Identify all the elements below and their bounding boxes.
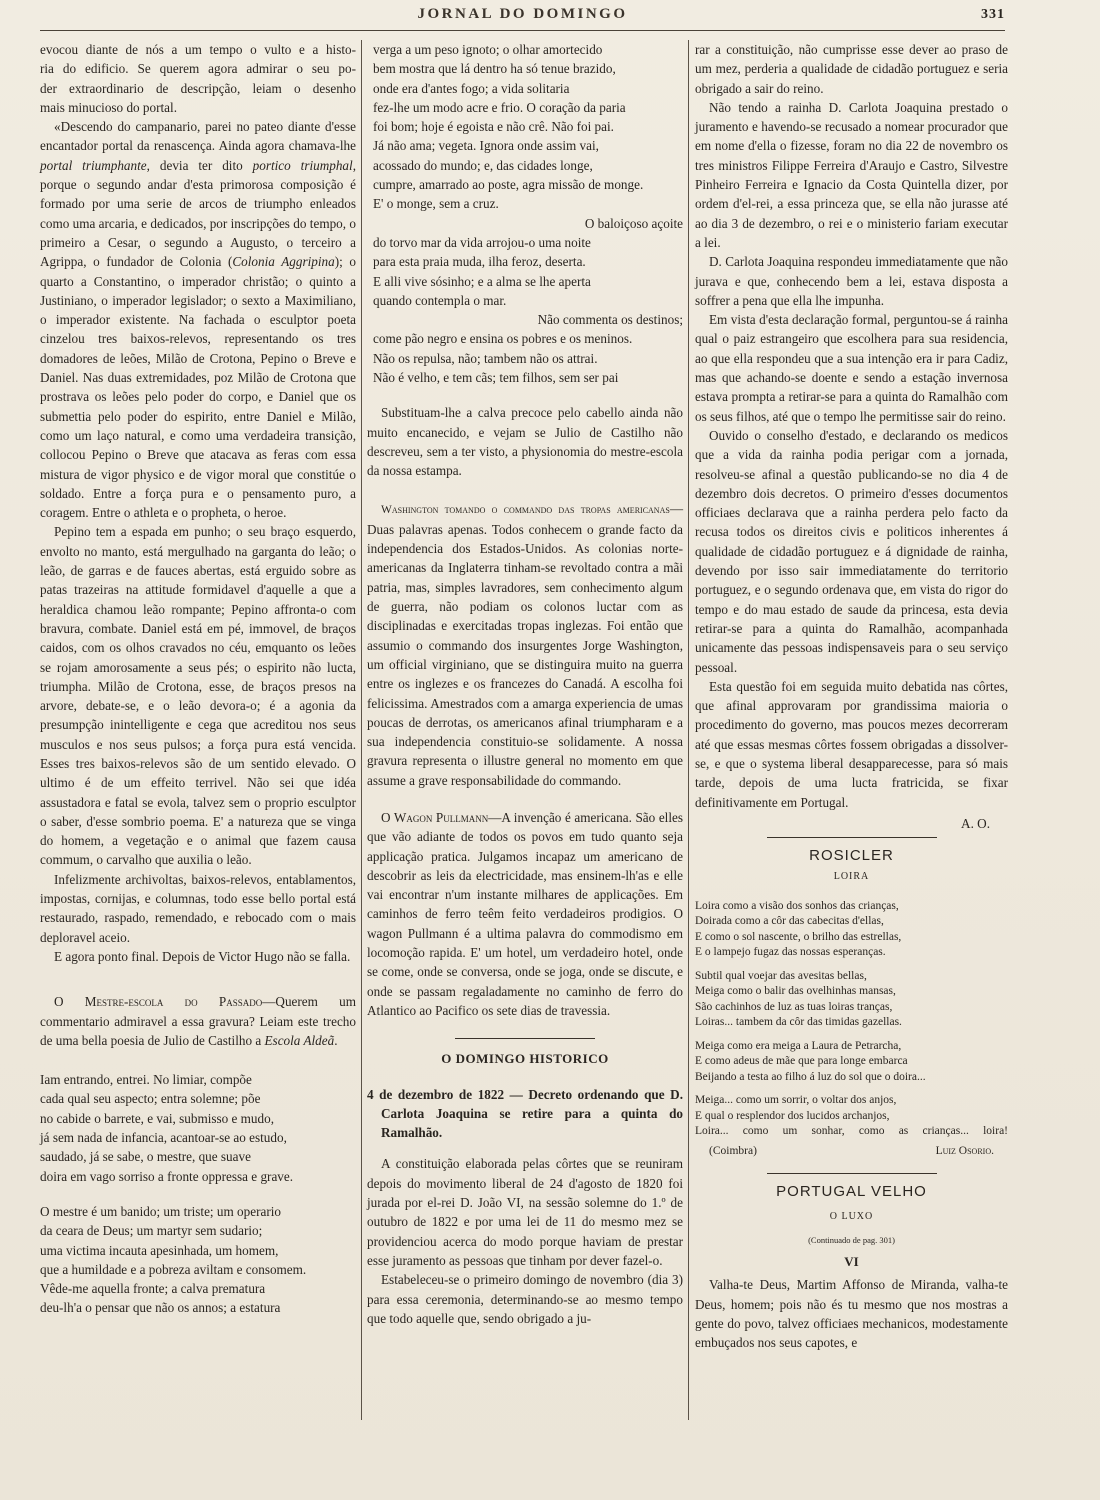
verse-block-2 bbox=[40, 1202, 356, 1318]
spacer bbox=[367, 387, 683, 403]
col3-paragraph-4: Em vista d'esta declaração formal, perguntou-se á rainha qual o paiz estrangeiro que escolhera para sua residencia, ao que ella respondeu que a sua intenção era ir para Cadiz, mas que achando-se doente e sendo a estação invernosa estava prompta a retirar-se para a quinta do Ramalhão com os seus filhos, até que o tempo lhe permitisse sair do reino. bbox=[695, 312, 1008, 424]
verse-line: bem mostra que lá dentro ha só tenue brazido, bbox=[373, 61, 616, 77]
verse-line: Não os repulsa, não; tambem não os attrai. bbox=[373, 350, 598, 366]
verse-block-1 bbox=[40, 1070, 356, 1186]
verse-line: doira em vago sorriso a fronte oppressa e grave. bbox=[40, 1168, 294, 1184]
spacer bbox=[40, 966, 356, 992]
spacer bbox=[367, 790, 683, 808]
serial-title: PORTUGAL VELHO bbox=[776, 1183, 927, 1201]
col1-paragraph-1 bbox=[40, 40, 356, 117]
text-line: mais minucioso do portal. bbox=[40, 99, 177, 115]
text-run: —Querem um commentario admiravel a essa gravura? Leiam este trecho de uma bella poesia de Julio de Castilho a bbox=[40, 994, 356, 1048]
substituam-paragraph: Substituam-lhe a calva precoce pelo cabello ainda não muito encanecido, e vejam se Julio de Castilho não descreveu, sem a ter visto, a physionomia do mestre-escola da nossa estampa. bbox=[367, 405, 683, 479]
poem-line: Meiga como era meiga a Laura de Petrarcha, bbox=[695, 1039, 902, 1052]
verse-line: para esta praia muda, ilha feroz, deserta. bbox=[373, 254, 586, 270]
spacer bbox=[40, 1186, 356, 1202]
constituicao-paragraph: A constituição elaborada pelas côrtes que se reuniram depois do movimento liberal de 24 d'agosto de 1820 foi jurada por el-rei D. João VI, na sessão solemne do 1.º de outubro de 1822 e por uma lei de 11 do mesmo mez se providenciou acerca do modo porque haviam de prestar esse juramento as pessoas que tinham por dever fazel-o. bbox=[367, 1156, 683, 1268]
verse-block-3 bbox=[367, 40, 683, 387]
verse-line: quando contempla o mar. bbox=[373, 292, 507, 308]
section-lead: Washington tomando o commando das tropas americanas bbox=[381, 503, 670, 516]
verse-line: que a humildade e a pobreza aviltam e consomem. bbox=[40, 1261, 307, 1277]
verse-line: uma victima incauta apesinhada, um homem, bbox=[40, 1242, 279, 1258]
poem-line: Meiga... como um sorrir, o voltar dos anjos, bbox=[695, 1094, 897, 1107]
text-run: , porque o segundo andar d'esta primorosa composição é formado por uma serie de arcos de triumpho enleados como uma arcaria, e dedicados, por inscripções do tempo, o primeiro a Cesar, o segundo a Augusto, o terceiro a Agrippa, o fundador de Colonia ( bbox=[40, 157, 356, 270]
page-number: 331 bbox=[981, 7, 1005, 22]
column-3 bbox=[695, 40, 1008, 1352]
col1-paragraph-4: Infelizmente archivoltas, baixos-relevos, entablamentos, impostas, cornijas, e columnas, todo esse bello portal está restaurado, raspado, remendado, e rebocado com o mais deploravel aceio. bbox=[40, 871, 356, 945]
text-line: ria do edificio. Se querem agora admirar o seu po- bbox=[40, 61, 356, 77]
poem-stanza bbox=[695, 1093, 1008, 1140]
italic-run: Escola Aldeã bbox=[264, 1032, 335, 1048]
col3-paragraph-5: Ouvido o conselho d'estado, e declarando os medicos que a vida da rainha podia perigar com a jornada, resolveu-se afinal a questão publicando-se no dia 4 de dezembro dois decretos. O primeiro d'esses documentos officiaes declarava que a rainha perdera pelo facto da recusa todos os direitos civis e politicos inherentes á qualidade de cidadão portuguez e á dignidade de rainha, devendo por isso sair immediatamente do territorio portuguez, e o segundo ordenava que, em vista do rigor do tempo e do mau estado de saude da princesa, esta devia retirar-se para a quinta do Ramalhão, acompanhada unicamente das pessoas indispensaveis para o seu serviço pessoal. bbox=[695, 427, 1008, 675]
verse-line: O baloiçoso açoite bbox=[584, 215, 683, 231]
verse-line: acossado do mundo; e, das cidades longe, bbox=[373, 157, 593, 173]
verse-line: Vêde-me aquella fronte; a calva prematura bbox=[40, 1281, 266, 1297]
estabeleceu-paragraph: Estabeleceu-se o primeiro domingo de novembro (dia 3) para essa ceremonia, determinando-se ao mesmo tempo que todo aquelle que, sendo obrigado a ju- bbox=[367, 1272, 683, 1326]
text-run: ); o quarto a Constantino, o imperador christão; o quinto a Justiniano, o imperador legislador; o sexto a Maximiliano, o imperador existente. Na fachada o esculptor poeta cinzelou tres baixos-relevos, representando os tres domadores de leões, Milão de Crotona, Pepino o Breve e Daniel. Nas duas extremidades, poz Milão de Crotona que prostrava os leões pelo poder do corpo, e Daniel que os submettia pelo poder do espirito, entre Daniel e Milão, como um laço natural, e como uma verdadeira transição, collocou Pepino o Breve que atacava as feras com essa mistura de vigor physico e de vigor moral que constitúe o soldado. Entre a força pura e o pensamento puro, a coragem. Entre o athleta e o propheta, o heroe. bbox=[40, 254, 356, 521]
verse-line: Iam entrando, entrei. No limiar, compõe bbox=[40, 1072, 252, 1088]
italic-run: portal triumphante bbox=[40, 157, 147, 173]
poem-title: ROSICLER bbox=[809, 847, 894, 865]
verse-line: onde era d'antes fogo; a vida solitaria bbox=[373, 80, 570, 96]
poem-line: E qual o resplendor dos lucidos archanjos, bbox=[695, 1109, 890, 1122]
verse-line: do torvo mar da vida arrojou-o uma noite bbox=[373, 234, 591, 250]
column-1 bbox=[40, 40, 356, 1318]
verse-line: fez-lhe um modo acre e frio. O coração da paria bbox=[373, 99, 626, 115]
poem-line: Meiga como o balir das ovelhinhas mansas, bbox=[695, 985, 896, 998]
divider bbox=[767, 837, 937, 838]
poem-line: Loira... como um sonhar, como as crianças... loira! bbox=[695, 1125, 1008, 1138]
col3-paragraph-6: Esta questão foi em seguida muito debatida nas côrtes, que afinal approvaram por grandissima maioria o procedimento do governo, mas poucos mezes decorreram até que essas mesmas côrtes fossem obrigadas a dissolver-se, e que o systema liberal desapparecesse, para só mais tarde, depois de uma lucta fratricida, se fixar definitivamente em Portugal. bbox=[695, 678, 1008, 810]
poem-line: Loira como a visão dos sonhos das crianças, bbox=[695, 899, 899, 912]
poem-line: Loiras... tambem da côr das timidas gazellas. bbox=[695, 1016, 902, 1029]
col1-paragraph-2 bbox=[40, 117, 356, 522]
col3-paragraph-1: rar a constituição, não cumprisse esse dever ao praso de um mez, perderia a qualidade de cidadão portuguez e seria obrigado a sair do reino. bbox=[695, 42, 1008, 96]
col3-paragraph-3: D. Carlota Joaquina respondeu immediatamente que não jurava e que, conhecendo bem a lei, estava disposta a soffrer a pena que ella lhe impunha. bbox=[695, 254, 1008, 308]
text-run: «Descendo do campanario, parei no pateo diante d'esse encantador portal da renascença. Ainda agora chamava-lhe bbox=[40, 119, 356, 154]
serial-paragraph: Valha-te Deus, Martim Affonso de Miranda, valha-te Deus, homem; pois não és tu mesmo que nos mostras a gente do povo, talvez officiaes mechanicos, modestamente embuçados nos seus capotes, e bbox=[695, 1277, 1008, 1351]
poem bbox=[695, 899, 1008, 1140]
verse-line: Já não ama; vegeta. Ignora onde assim vai, bbox=[373, 138, 599, 154]
column-rule-1 bbox=[361, 40, 362, 1420]
wagon-paragraph bbox=[367, 808, 683, 1020]
poem-line: E como o sol nascente, o brilho das estrellas, bbox=[695, 930, 902, 943]
verse-line: foi bom; hoje é egoista e não crê. Não foi pai. bbox=[373, 119, 614, 135]
column-2 bbox=[367, 40, 683, 1328]
serial-subtitle: O LUXO bbox=[829, 1211, 874, 1223]
article-signature: A. O. bbox=[961, 815, 990, 831]
col1-paragraph-5: E agora ponto final. Depois de Victor Hugo não se falla. bbox=[54, 948, 351, 964]
verse-line: Não é velho, e tem cãs; tem filhos, sem ser pai bbox=[373, 370, 619, 386]
section-title: O DOMINGO HISTORICO bbox=[441, 1051, 609, 1067]
serial-continued: (Continuado de pag. 301) bbox=[808, 1234, 895, 1245]
section-lead: O Mestre-escola do Passado bbox=[54, 994, 263, 1010]
poem-stanza bbox=[695, 969, 1008, 1031]
mestre-escola-paragraph bbox=[40, 992, 356, 1050]
text-line: der extraordinario de descripção, leiam o desenho bbox=[40, 80, 356, 96]
text-run: , devia ter dito bbox=[146, 157, 253, 173]
verse-line: E alli vive sósinho; e a alma se lhe aperta bbox=[373, 273, 591, 289]
verse-line: cumpre, amarrado ao poste, agra missão de monge. bbox=[373, 177, 644, 193]
washington-paragraph bbox=[367, 499, 683, 790]
poem-line: Beijando a testa ao filho á luz do sol que o doira... bbox=[695, 1070, 926, 1083]
poem-line: São cachinhos de luz as tuas loiras tranças, bbox=[695, 1000, 893, 1013]
verse-line: verga a um peso ignoto; o olhar amortecido bbox=[373, 42, 603, 57]
poem-line: Subtil qual voejar das avesitas bellas, bbox=[695, 969, 867, 982]
verse-line: já sem nada de infancia, acantoar-se ao estudo, bbox=[40, 1130, 287, 1146]
verse-line: saudado, já se sabe, o mestre, que suave bbox=[40, 1149, 251, 1165]
divider bbox=[767, 1173, 937, 1174]
verse-line: cada qual seu aspecto; entra solemne; põe bbox=[40, 1091, 261, 1107]
col3-paragraph-2: Não tendo a rainha D. Carlota Joaquina prestado o juramento e havendo-se recusado a nomear procurador que em nome d'ella o fizesse, foram no dia 22 de novembro os tres ministros Filippe Ferreira d'Araujo e Castro, Silvestre Pinheiro Ferreira e Ignacio da Costa Quintella dizer, por ordem d'el-rei, a essa princeza que, se ella não jurasse até ao dia 3 de dezembro, o rei e o ministerio fariam executar a lei. bbox=[695, 99, 1008, 250]
poem-subtitle: LOIRA bbox=[833, 871, 870, 883]
serial-chapter: VI bbox=[844, 1253, 859, 1269]
journal-title: JORNAL DO DOMINGO bbox=[417, 6, 628, 22]
poem-place: (Coimbra) bbox=[709, 1144, 757, 1157]
verse-line: E' o monge, sem a cruz. bbox=[373, 196, 499, 212]
column-rule-2 bbox=[688, 40, 689, 1420]
poem-signature bbox=[695, 1142, 1008, 1161]
text-line: evocou diante de nós a um tempo o vulto e a histo- bbox=[40, 42, 356, 57]
poem-stanza bbox=[695, 1039, 1008, 1086]
poem-line: Doirada como a côr das cabecitas d'ellas, bbox=[695, 915, 884, 928]
italic-run: Colonia Aggripina bbox=[232, 254, 335, 270]
spacer bbox=[367, 481, 683, 499]
italic-run: portico triumphal bbox=[252, 157, 353, 173]
poem-author: Luiz Osorio. bbox=[935, 1144, 994, 1157]
divider bbox=[455, 1038, 595, 1039]
poem-line: E o lampejo fugaz das nossas esperanças. bbox=[695, 946, 886, 959]
verse-line: da ceara de Deus; um martyr sem sudario; bbox=[40, 1223, 263, 1239]
verse-line: no cabide o barrete, e vai, submisso e mudo, bbox=[40, 1110, 275, 1126]
dated-heading-text: 4 de dezembro de 1822 — Decreto ordenando que D. Carlota Joaquina se retire para a quinta do Ramalhão. bbox=[367, 1086, 683, 1141]
poem-stanza bbox=[695, 899, 1008, 961]
verse-line: O mestre é um banido; um triste; um operario bbox=[40, 1203, 281, 1219]
masthead bbox=[40, 0, 1005, 31]
dated-heading bbox=[367, 1085, 683, 1143]
poem-line: E como adeus de mãe que para longe embarca bbox=[695, 1055, 908, 1068]
text-run: . bbox=[334, 1032, 338, 1048]
text-run: —Duas palavras apenas. Todos conhecem o grande facto da independencia dos Estados-Unidos. As colonias norte-americanas da Inglaterra tinham-se revoltado contra a mãi patria, mas, simples lavradores, sem conhecimento algum de guerra, não podiam os colonos luctar com as disciplinadas e exercitadas tropas inglezas. Foi então que assumio o commando dos insurgentes Jorge Washington, um official virginiano, que se distinguira muito na guerra entre os inglezes e os francezes do Canadá. A escolha foi felicissima. Amestrados com a amarga experiencia de umas poucas de derrotas, os americanos afinal triumpharam e a sua independencia constituio-se solidamente. A nossa gravura representa o illustre general no momento em que assume a grave responsabilidade do commando. bbox=[367, 500, 683, 788]
verse-line: come pão negro e ensina os pobres e os meninos. bbox=[373, 331, 633, 347]
verse-line: Não commenta os destinos; bbox=[537, 312, 683, 328]
spacer bbox=[40, 1050, 356, 1070]
col1-paragraph-3: Pepino tem a espada em punho; o seu braço esquerdo, envolto no manto, está mergulhado na garganta do leão; o leão, de garras e de fauces abertas, está erguido sobre as patas trazeiras na attitude formidavel d'aquelle a que a heraldica chamou leão rompante; Pepino affronta-o com bravura, combate. Daniel está em pé, immovel, de braços caidos, com os olhos cravados no céu, emquanto os leões se rojam amorosamente a seus pés; o espirito não lucta, triumpha. Milão de Crotona, esse, de braços presos na arvore, debate-se, e o leão devora-o; é a agonia da presumpção inintelligente e cega que acreditou nos seus musculos e nos seus pulsos; a força pura está vencida. Esses tres baixos-relevos são de um sentido elevado. O ultimo é de um effeito terrivel. Não sei que idéa assustadora e fatal se evola, talvez sem o proprio esculptor o saber, d'esse sombrio poema. E' a natureza que se vinga do homem, a vegetação e o animal que fazem causa commum, o carvalho que auxilia o leão. bbox=[40, 524, 356, 868]
verse-line: deu-lh'a o pensar que não os annos; a estatura bbox=[40, 1300, 281, 1316]
text-run: —A invenção é americana. São elles que vão adiante de todos os povos em tudo quanto seja applicação pratica. Julgamos incapaz um americano de descobrir as leis da electricidade, mas ensinem-lh'as e elle vai encontrar n'um instante milhares de applicações. Em caminhos de ferro teêm feito verdadeiros prodigios. O wagon Pullmann é a ultima palavra do commodismo em locomoção rapida. E' um hotel, um verdadeiro hotel, onde se come, onde se conversa, onde se joga, onde se discute, e onde se passam regaladamente no caminho de ferro do Atlantico ao Pacifico os sete dias de travessia. bbox=[367, 809, 683, 1018]
section-lead: O Wagon Pullmann bbox=[381, 809, 489, 825]
